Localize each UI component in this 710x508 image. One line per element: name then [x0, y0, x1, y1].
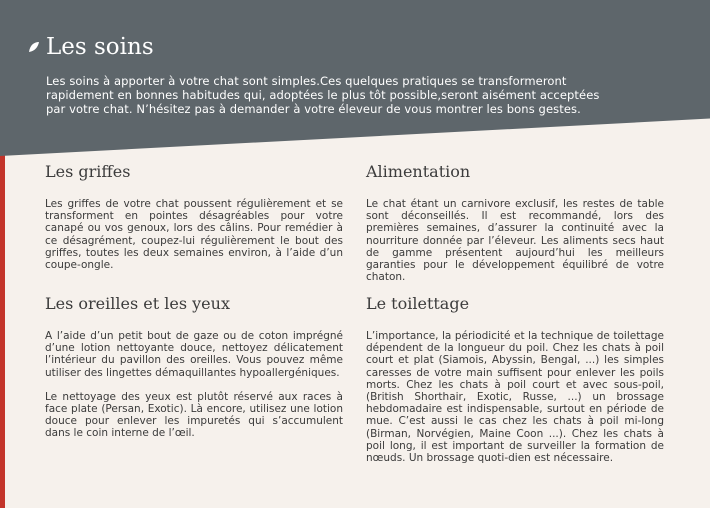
section-title: Le toilettage	[366, 294, 470, 313]
section-paragraph: Le chat étant un carnivore exclusif, les restes de table sont déconseillés. Il est recommandé, lors des premières semaines, d’assurer la continuité avec la nourriture donnée par l’éleveur. Les aliments secs haut de gamme présentent aujourd’hui les meilleurs garanties pour le développement équilibré de votre chaton.	[366, 198, 664, 284]
section-paragraph: L’importance, la périodicité et la technique de toilettage dépendent de la longueur du poil. Chez les chats à poil court et plat (Siamois, Abyssin, Bengal, ...) les simples caresses de votre main suffisent pour enlever les poils morts. Chez les chats à poil court et avec sous-poil, (British Shorthair, Exotic, Russe, ...) un brossage hebdomadaire est indispensable, surtout en période de mue. C’est aussi le cas chez les chats à poil mi-long (Birman, Norvégien, Maine Coon ...). Chez les chats à poil long, il est important de surveiller la formation de nœuds. Un brossage quoti-dien est nécessaire.	[366, 330, 664, 465]
section-griffes	[45, 162, 343, 271]
leaf-bullet-icon	[28, 41, 40, 53]
section-title: Alimentation	[366, 162, 471, 181]
section-title: Les oreilles et les yeux	[45, 294, 230, 313]
section-paragraph: Le nettoyage des yeux est plutôt réservé aux races à face plate (Persan, Exotic). Là encore, utilisez une lotion douce pour enlever les impuretés qui s’accumulent dans le coin interne de l’œil.	[45, 390, 343, 440]
section-paragraph: Les griffes de votre chat poussent régulièrement et se transforment en pointes désagréables pour votre canapé ou vos genoux, lors des câlins. Pour remédier à ce désagrément, coupez-lui régulièrement le bout des griffes, toutes les deux semaines environ, à l’aide d’un coupe-ongle.	[45, 198, 343, 272]
intro-text: Les soins à apporter à votre chat sont simples.Ces quelques pratiques se transformeront rapidement en bonnes habitudes qui, adoptées le plus tôt possible,seront aisément acceptées par votre chat. N’hésitez pas à demander à votre éleveur de vous montrer les bons gestes.	[46, 74, 600, 116]
section-paragraph: A l’aide d’un petit bout de gaze ou de coton imprégné d’une lotion nettoyante douce, nettoyez délicatement l’intérieur du pavillon des oreilles. Vous pouvez même utiliser des lingettes démaquillantes hypoallergéniques.	[45, 330, 343, 379]
section-toilettage	[366, 294, 664, 464]
section-title: Les griffes	[45, 162, 131, 181]
section-alimentation	[366, 162, 664, 283]
page-title	[28, 34, 154, 60]
page-title-text: Les soins	[46, 34, 154, 60]
section-oreilles-yeux	[45, 294, 343, 440]
